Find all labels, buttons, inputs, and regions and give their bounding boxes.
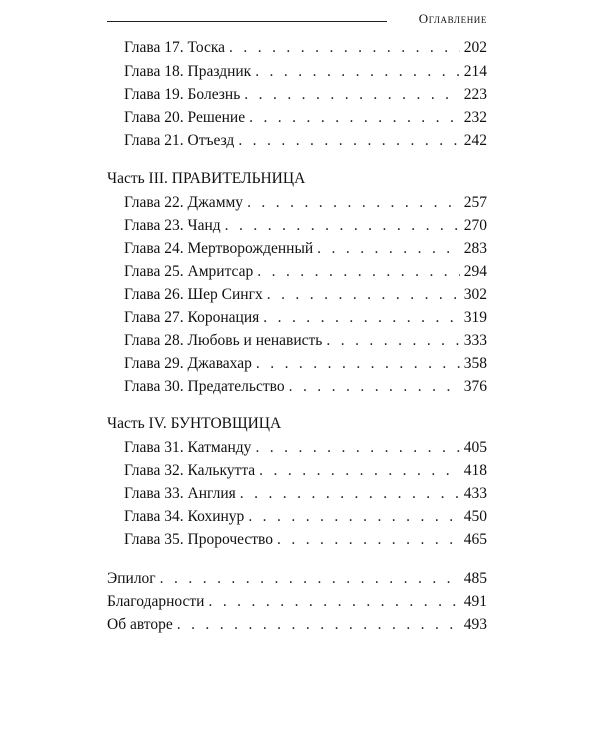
entry-title: Глава 24. Мертворожденный [124, 240, 314, 257]
entry-title: Эпилог [107, 570, 156, 587]
dot-leader [229, 38, 460, 58]
dot-leader [177, 615, 460, 635]
entry-page: 418 [463, 462, 487, 479]
toc-entry-ch27[interactable] [124, 308, 487, 328]
toc-entry-ch20[interactable] [124, 108, 487, 128]
dot-leader [160, 569, 460, 589]
entry-title: Глава 19. Болезнь [124, 86, 241, 103]
toc-entry-ch29[interactable] [124, 354, 487, 374]
entry-page: 358 [463, 355, 487, 372]
toc-entry-ch32[interactable] [124, 461, 487, 481]
entry-title: Глава 32. Калькутта [124, 462, 256, 479]
entry-title: Глава 35. Пророчество [124, 531, 273, 548]
entry-title: Глава 22. Джамму [124, 194, 244, 211]
toc-entry-about-author[interactable] [107, 615, 487, 635]
dot-leader [247, 193, 460, 213]
entry-title: Глава 17. Тоска [124, 39, 226, 56]
entry-page: 232 [463, 109, 487, 126]
entry-title: Глава 31. Катманду [124, 439, 252, 456]
dot-leader [257, 262, 460, 282]
entry-page: 485 [463, 570, 487, 587]
entry-page: 450 [463, 508, 487, 525]
toc-entry-ch35[interactable] [124, 530, 487, 550]
entry-title: Об авторе [107, 616, 173, 633]
header-title: Оглавление [418, 11, 487, 26]
entry-title: Глава 25. Амритсар [124, 263, 254, 280]
entry-title: Глава 27. Коронация [124, 309, 260, 326]
dot-leader [244, 85, 459, 105]
toc-entry-ch33[interactable] [124, 484, 487, 504]
dot-leader [248, 507, 459, 527]
entry-title: Благодарности [107, 593, 205, 610]
entry-title: Глава 29. Джавахар [124, 355, 252, 372]
entry-title: Глава 28. Любовь и ненависть [124, 332, 323, 349]
toc-entry-epilogue[interactable] [107, 569, 487, 589]
entry-title: Глава 30. Предательство [124, 378, 285, 395]
entry-title: Глава 26. Шер Сингх [124, 286, 263, 303]
running-header [107, 9, 487, 31]
dot-leader [317, 239, 460, 259]
entry-page: 405 [463, 439, 487, 456]
dot-leader [225, 216, 460, 236]
entry-page: 257 [463, 194, 487, 211]
toc-entry-ch24[interactable] [124, 239, 487, 259]
toc-entry-ch17[interactable] [124, 38, 487, 58]
header-rule [107, 21, 387, 22]
dot-leader [240, 484, 460, 504]
entry-page: 319 [463, 309, 487, 326]
dot-leader [249, 108, 460, 128]
dot-leader [255, 438, 459, 458]
dot-leader [208, 592, 459, 612]
toc-entry-ch23[interactable] [124, 216, 487, 236]
dot-leader [267, 285, 460, 305]
entry-title: Глава 23. Чанд [124, 217, 221, 234]
part-title-4[interactable]: Часть IV. БУНТОВЩИЦА [107, 415, 282, 432]
toc-entry-ch19[interactable] [124, 85, 487, 105]
entry-page: 433 [463, 485, 487, 502]
entry-title: Глава 20. Решение [124, 109, 246, 126]
dot-leader [259, 461, 460, 481]
entry-page: 214 [463, 63, 487, 80]
toc-entry-ch22[interactable] [124, 193, 487, 213]
toc-entry-ch25[interactable] [124, 262, 487, 282]
dot-leader [256, 354, 460, 374]
toc-entry-ch26[interactable] [124, 285, 487, 305]
toc-entry-ch21[interactable] [124, 131, 487, 151]
entry-page: 493 [463, 616, 487, 633]
entry-title: Глава 21. Отъезд [124, 132, 235, 149]
entry-page: 223 [463, 86, 487, 103]
part-title-3[interactable]: Часть III. ПРАВИТЕЛЬНИЦА [107, 170, 306, 187]
entry-page: 333 [463, 332, 487, 349]
dot-leader [238, 131, 459, 151]
dot-leader [263, 308, 460, 328]
dot-leader [326, 331, 459, 351]
toc-entry-ch18[interactable] [124, 62, 487, 82]
entry-page: 202 [463, 39, 487, 56]
entry-page: 294 [463, 263, 487, 280]
toc-entry-ch34[interactable] [124, 507, 487, 527]
entry-page: 283 [463, 240, 487, 257]
entry-page: 270 [463, 217, 487, 234]
entry-page: 242 [463, 132, 487, 149]
entry-title: Глава 18. Праздник [124, 63, 252, 80]
dot-leader [277, 530, 460, 550]
toc-entry-ch28[interactable] [124, 331, 487, 351]
entry-page: 465 [463, 531, 487, 548]
toc-entry-ch30[interactable] [124, 377, 487, 397]
entry-page: 376 [463, 378, 487, 395]
entry-title: Глава 33. Англия [124, 485, 236, 502]
entry-page: 491 [463, 593, 487, 610]
toc-entry-acknowledgements[interactable] [107, 592, 487, 612]
entry-page: 302 [463, 286, 487, 303]
dot-leader [289, 377, 460, 397]
dot-leader [255, 62, 460, 82]
toc-entry-ch31[interactable] [124, 438, 487, 458]
entry-title: Глава 34. Кохинур [124, 508, 245, 525]
